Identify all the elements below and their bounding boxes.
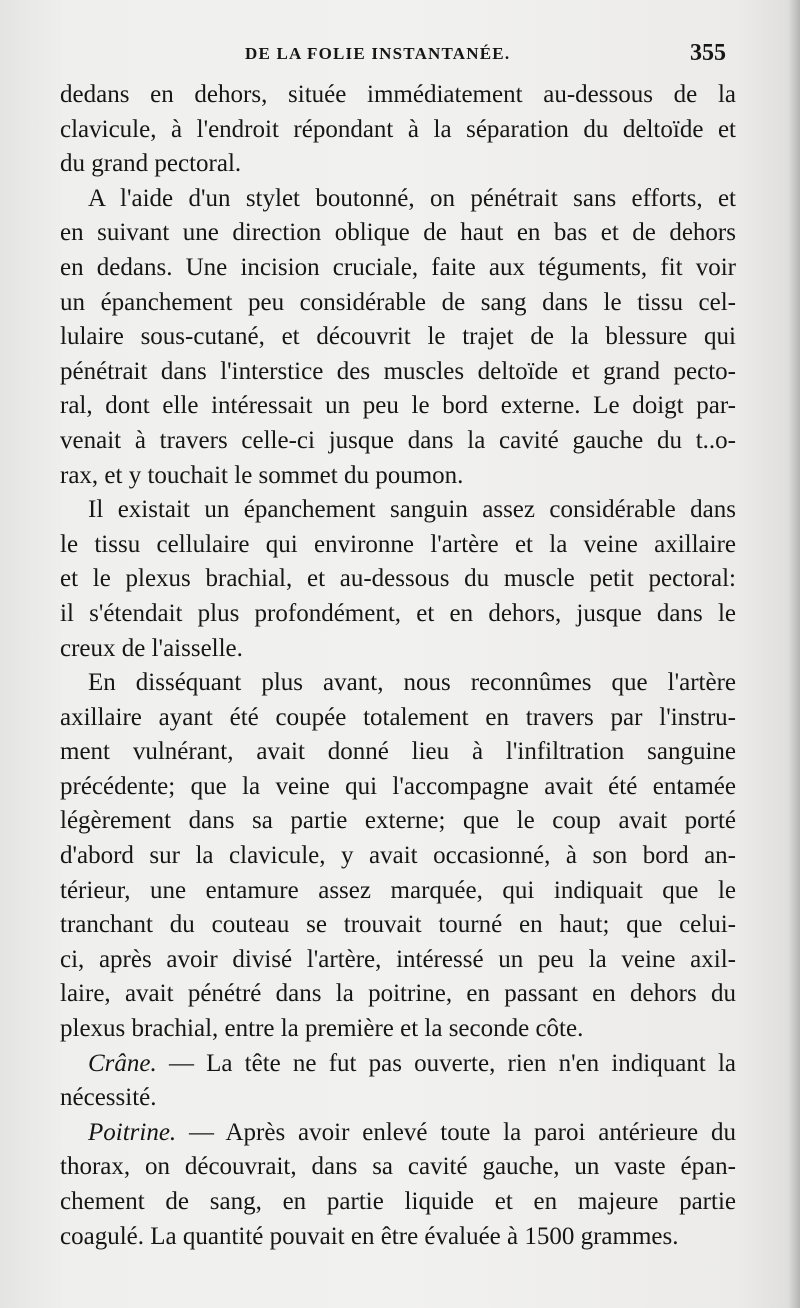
text-line: [60, 1116, 736, 1151]
text-line: et le plexus brachial, et au-dessous du muscle petit pectoral:: [60, 565, 736, 593]
text-line: Il existait un épanchement sanguin assez considérable dans: [88, 496, 736, 524]
text-line: d'abord sur la clavicule, y avait occasionné, à son bord an-: [60, 842, 736, 870]
text-line: en suivant une direction oblique de haut en bas et de dehors: [60, 219, 736, 247]
page-number: 355: [690, 40, 726, 66]
text-line: laire, avait pénétré dans la poitrine, en passant en dehors du: [60, 980, 736, 1008]
text-line: chement de sang, en partie liquide et en majeure partie: [60, 1188, 736, 1215]
text-run: — Après avoir enlevé toute la paroi antérieure du: [189, 1118, 736, 1146]
page-header: [60, 40, 726, 70]
text-line: [60, 1047, 736, 1082]
text-line: tranchant du couteau se trouvait tourné en haut; que celui-: [60, 911, 736, 939]
text-line: lulaire sous-cutané, et découvrit le trajet de la blessure qui: [60, 323, 736, 351]
text-run: — La tête ne fut pas ouverte, rien n'en indiquant la: [168, 1049, 736, 1077]
text-line: il s'étendait plus profondément, et en dehors, jusque dans le: [60, 599, 736, 627]
text-line: clavicule, à l'endroit répondant à la séparation du deltoïde et: [60, 115, 736, 143]
page-edge-shadow: [788, 0, 800, 1308]
text-line: ral, dont elle intéressait un peu le bord externe. Le doigt par-: [60, 392, 736, 420]
text-line: dedans en dehors, située immédiatement au-dessous de la: [60, 81, 736, 108]
text-line: creux de l'aisselle.: [60, 634, 243, 662]
text-line: du grand pectoral.: [60, 150, 242, 178]
text-line: ment vulnérant, avait donné lieu à l'infiltration sanguine: [60, 738, 736, 766]
text-line: le tissu cellulaire qui environne l'artère et la veine axillaire: [60, 530, 736, 558]
text-line: plexus brachial, entre la première et la seconde côte.: [60, 1015, 584, 1043]
text-line: ci, après avoir divisé l'artère, intéressé un peu la veine axil-: [60, 945, 736, 973]
text-line: térieur, une entamure assez marquée, qui indiquait que le: [60, 876, 736, 904]
text-line: en dedans. Une incision cruciale, faite aux téguments, fit voir: [60, 253, 736, 281]
text-line: un épanchement peu considérable de sang dans le tissu cel-: [60, 288, 736, 316]
running-title: DE LA FOLIE INSTANTANÉE.: [245, 44, 511, 63]
text-line: En disséquant plus avant, nous reconnûmes que l'artère: [88, 669, 736, 697]
text-line: coagulé. La quantité pouvait en être évaluée à 1500 grammes.: [60, 1222, 679, 1250]
text-line: axillaire ayant été coupée totalement en travers par l'instru-: [60, 703, 736, 731]
section-heading-poitrine: Poitrine.: [88, 1118, 177, 1146]
text-line: précédente; que la veine qui l'accompagne avait été entamée: [60, 772, 736, 800]
text-line: nécessité.: [60, 1084, 157, 1112]
body-text: [60, 78, 736, 1254]
text-line: pénétrait dans l'interstice des muscles deltoïde et grand pecto-: [60, 357, 736, 385]
text-line: rax, et y touchait le sommet du poumon.: [60, 461, 464, 489]
section-heading-crane: Crâne.: [88, 1049, 157, 1077]
text-line: légèrement dans sa partie externe; que le coup avait porté: [60, 807, 736, 835]
text-line: thorax, on découvrait, dans sa cavité gauche, un vaste épan-: [60, 1153, 736, 1181]
text-line: venait à travers celle-ci jusque dans la cavité gauche du t..o-: [60, 426, 736, 454]
text-line: A l'aide d'un stylet boutonné, on pénétrait sans efforts, et: [88, 184, 736, 212]
